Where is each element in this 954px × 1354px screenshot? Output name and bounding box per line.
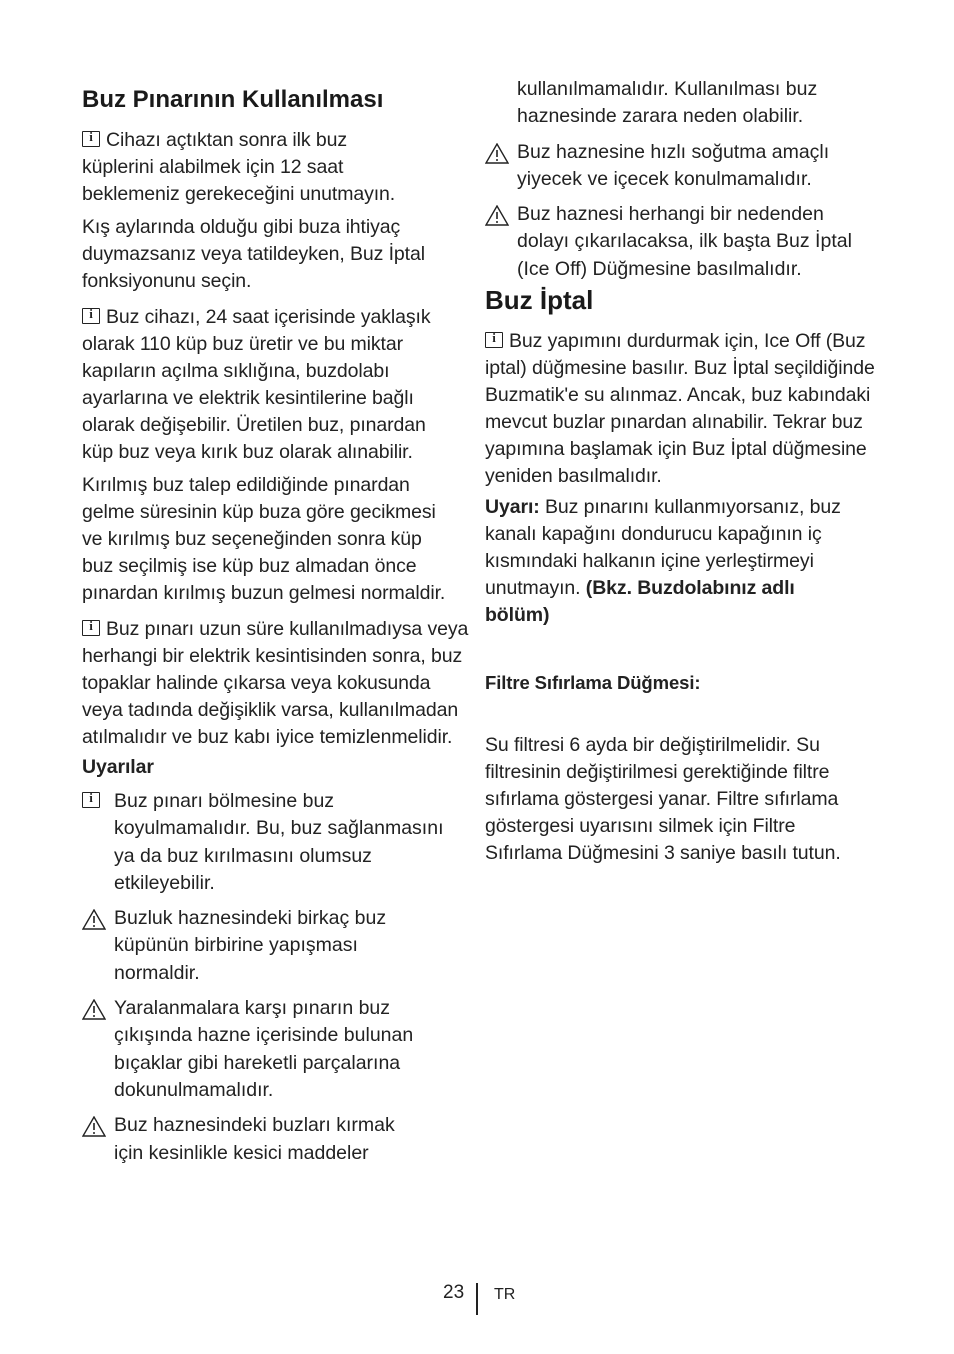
warning-item: Buz haznesine hızlı soğutma amaçlı yiyecek ve içecek konulmamalıdır. [485, 139, 857, 194]
warning-item: i Buz pınarı bölmesine buz koyulmamalıdır. Bu, buz sağlanmasını ya da buz kırılmasını olumsuz etkileyebilir. [82, 788, 464, 897]
info-icon [82, 792, 100, 808]
paragraph: Kış aylarında olduğu gibi buza ihtiyaç duymazsanız veya tatildeyken, Buz İptal fonksiyonunu seçin. [82, 216, 425, 292]
filter-reset-text: Su filtresi 6 ayda bir değiştirilmelidir. Su filtresinin değiştirilmesi gerektiğinde filtre sıfırlama göstergesi yanar. Filtre sıfırlama göstergesi uyarısını silmek için Filtre Sıfırlama Düğmesini 3 saniye basılı tutun. [485, 734, 841, 865]
paragraph: iBuz cihazı, 24 saat içerisinde yaklaşık olarak 110 küp buz üretir ve bu miktar kapıların açılma sıklığına, buzdolabı ayarlarına ve elektrik kesintilerine bağlı olarak değişebilir. Üretilen buz, pınardan küp buz veya kırık buz olarak alınabilir. [82, 304, 444, 466]
warning-item: Buz haznesi herhangi bir nedenden dolayı çıkarılacaksa, ilk başta Buz İptal (Ice Off) Düğmesine basılmalıdır. [485, 201, 877, 283]
warning-paragraph: Uyarı: Buz pınarını kullanmıyorsanız, buz kanalı kapağını dondurucu kapağının iç kısmındaki halkanın içine yerleştirmeyi unutmayın. (Bkz. Buzdolabınız adlı bölüm) [485, 496, 841, 627]
left-column [82, 86, 470, 1167]
language-code: TR [494, 1286, 516, 1303]
info-icon [82, 308, 100, 324]
warning-item: Yaralanmalara karşı pınarın buz çıkışında hazne içerisinde bulunan bıçaklar gibi hareketli parçalarına dokunulmamalıdır. [82, 995, 434, 1104]
warning-icon [82, 909, 106, 930]
warnings-title: Uyarılar [82, 756, 154, 778]
warning-icon [82, 1116, 106, 1137]
footer-divider [476, 1283, 478, 1315]
filter-reset-title: Filtre Sıfırlama Düğmesi: [485, 672, 701, 694]
warning-icon [485, 205, 509, 226]
info-icon [485, 332, 503, 348]
warning-icon [485, 143, 509, 164]
paragraph: Kırılmış buz talep edildiğinde pınardan gelme süresinin küp buza göre gecikmesi ve kırılmış buz seçeneğinden sonra küp buz seçilmiş ise küp buz almadan önce pınardan kırılmış buzun gelmesi normaldir. [82, 474, 446, 604]
info-icon [82, 620, 100, 636]
paragraph: iCihazı açtıktan sonra ilk buz küplerini alabilmek için 12 saat beklemeniz gerekeceğini unutmayın. [82, 127, 422, 208]
info-icon [82, 131, 100, 147]
right-column [485, 76, 877, 867]
paragraph: iBuz pınarı uzun süre kullanılmadıysa veya herhangi bir elektrik kesintisinden sonra, buz topaklar halinde çıkarsa veya kokusunda veya tadında değişiklik varsa, kullanılmadan atılmalıdır ve buz kabı iyice temizlenmelidir. [82, 616, 470, 751]
warning-item-continued: kullanılmamalıdır. Kullanılması buz haznesinde zarara neden olabilir. [517, 78, 818, 128]
section-heading-ice-off: Buz İptal [485, 285, 594, 316]
page-number: 23 [443, 1282, 465, 1303]
warning-item: Buzluk haznesindeki birkaç buz küpünün birbirine yapışması normaldir. [82, 905, 414, 987]
section-heading-ice-dispenser: Buz Pınarının Kullanılması [82, 86, 384, 113]
paragraph: iBuz yapımını durdurmak için, Ice Off (Buz iptal) düğmesine basılır. Buz İptal seçildiğinde Buzmatik'e su alınmaz. Ancak, buz kabındaki mevcut buzlar pınardan alınabilir. Tekrar buz yapımına başlamak için Buz İptal düğmesine yeniden basılmalıdır. [485, 328, 877, 490]
warning-item: Buz haznesindeki buzları kırmak için kesinlikle kesici maddeler [82, 1112, 424, 1167]
warning-icon [82, 999, 106, 1020]
